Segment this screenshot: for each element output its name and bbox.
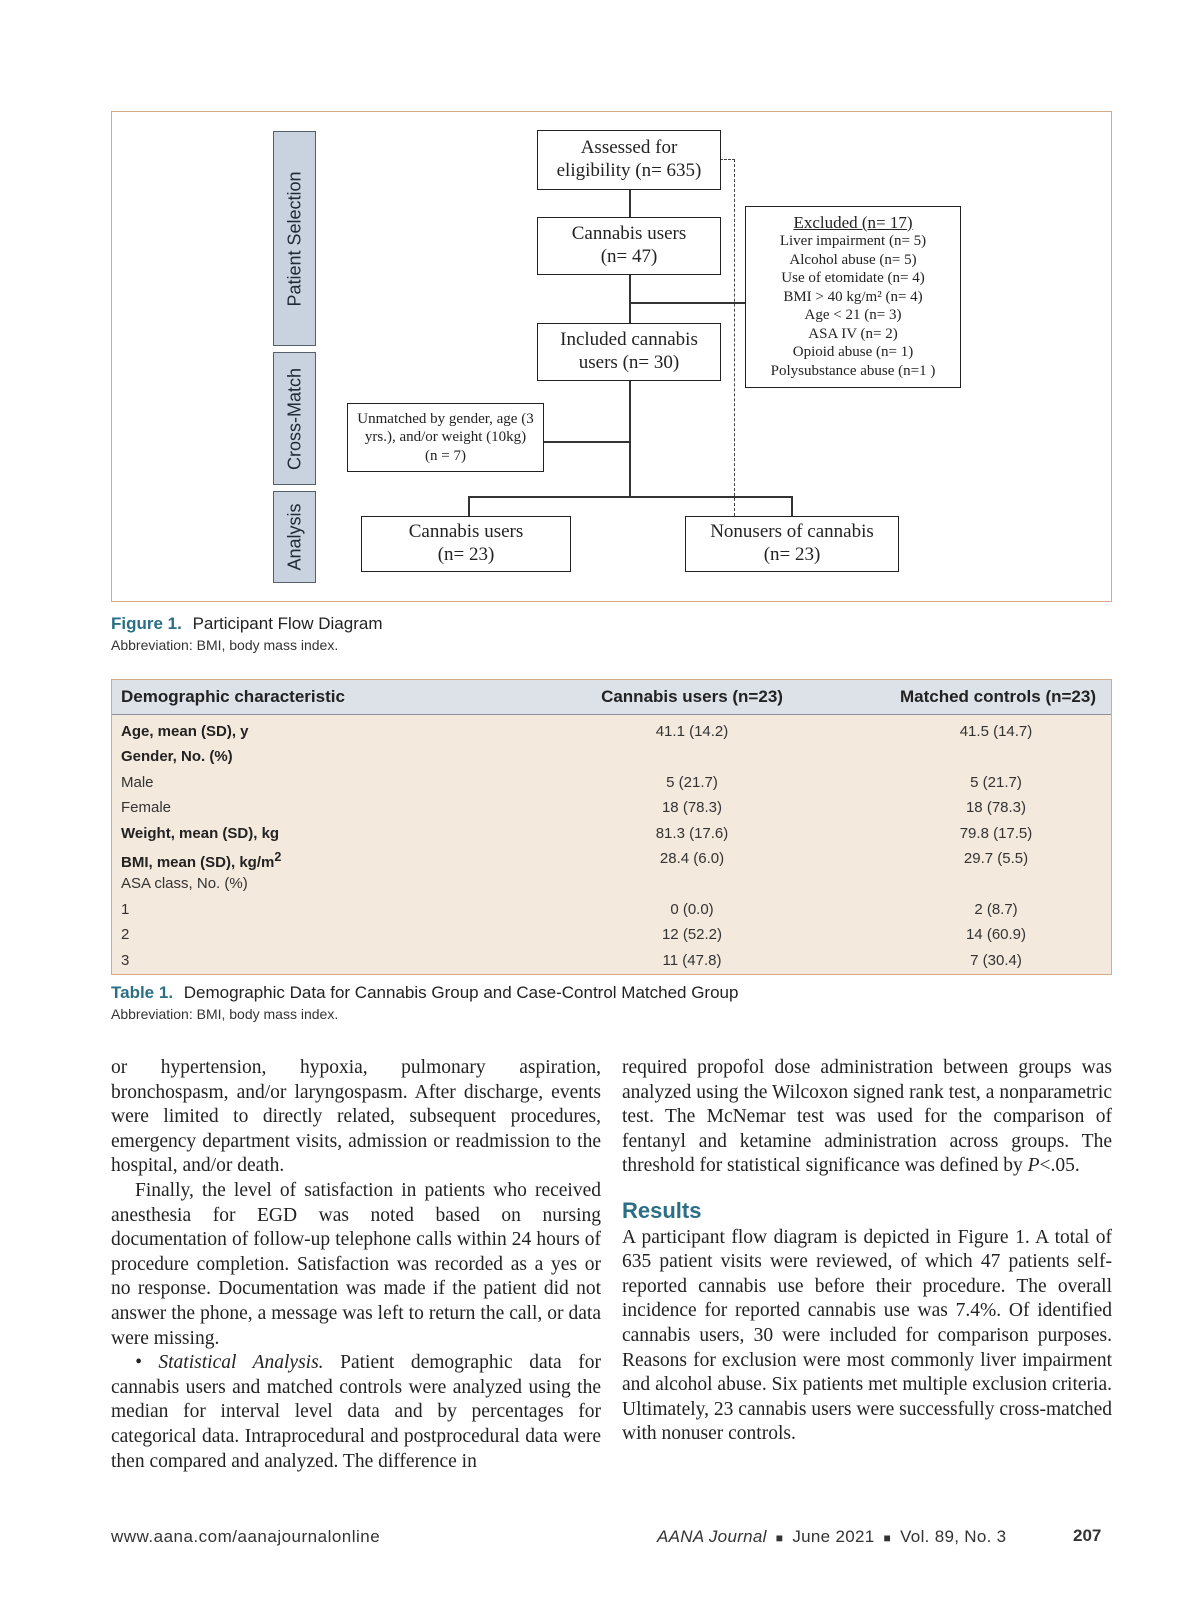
cell-text: BMI, mean (SD), kg/m	[121, 854, 275, 871]
table-cell-control: 14 (60.9)	[965, 926, 1027, 944]
box-line: (n= 23)	[763, 544, 821, 565]
table-header-cell: Demographic characteristic	[121, 687, 345, 706]
box-cannabis-users	[537, 217, 721, 275]
figure-frame	[111, 111, 1112, 602]
table-row	[112, 923, 1111, 948]
table-cell-cannabis: 12 (52.2)	[661, 926, 723, 944]
table-caption-text: Demographic Data for Cannabis Group and Case-Control Matched Group	[183, 983, 739, 1002]
paragraph-text: Patient demographic data for cannabis users and matched controls were analyzed using the median for interval level data and by percentages for categorical data. Intraprocedural and postprocedural data were then compared and analyzed. The difference in	[111, 1352, 601, 1472]
table-caption	[111, 983, 738, 1003]
connector	[629, 275, 631, 323]
table-cell-label	[121, 850, 281, 871]
table-row	[112, 822, 1111, 847]
paragraph: Finally, the level of satisfaction in patients who received anesthesia for EGD was noted based on nursing documentation of follow-up telephone calls within 24 hours of procedure completion. Satisfaction was recorded as a yes or no response. Documentation was made if the patient did not answer the phone, a message was left to return the call, or data were missing.	[111, 1179, 601, 1349]
table-cell-label	[121, 774, 154, 791]
table-header-cell: Matched controls (n=23)	[899, 687, 1096, 706]
connector	[468, 496, 792, 498]
table-cell-label	[121, 875, 248, 892]
table-abbreviation: Abbreviation: BMI, body mass index.	[111, 1006, 339, 1022]
cell-superscript: 2	[274, 850, 282, 864]
p-symbol: P	[1027, 1155, 1040, 1177]
box-line: (n = 7)	[425, 447, 466, 464]
figure-caption-text: Participant Flow Diagram	[192, 614, 383, 633]
figure-abbreviation: Abbreviation: BMI, body mass index.	[111, 637, 339, 653]
box-line: Unmatched by gender, age (3	[357, 410, 534, 427]
table-cell-label	[121, 825, 279, 842]
table-row	[112, 872, 1111, 897]
table-cell-control: 5 (21.7)	[970, 773, 1022, 791]
figure-caption-label: Figure 1.	[111, 614, 182, 633]
box-line: ASA IV (n= 2)	[808, 325, 898, 342]
footer-separator: ■	[883, 1531, 892, 1545]
table-cell-cannabis: 5 (21.7)	[666, 773, 718, 791]
box-line: BMI > 40 kg/m² (n= 4)	[783, 288, 923, 305]
table-cell-cannabis: 28.4 (6.0)	[659, 850, 725, 867]
table-cell-control: 41.5 (14.7)	[959, 723, 1033, 740]
footer-url: www.aana.com/aanajournalonline	[111, 1527, 381, 1546]
phase-patient-selection	[273, 131, 316, 346]
paragraph: A participant flow diagram is depicted in Figure 1. A total of 635 patient visits were reviewed, of which 47 patients self-reported cannabis use before their procedure. The overall incidence for reported cannabis use was 7.4%. Of identified cannabis users, 30 were included for comparison purposes. Reasons for exclusion were most commonly liver impairment and alcohol abuse. Six patients met multiple exclusion criteria. Ultimately, 23 cannabis users were successfully cross-matched with nonuser controls.	[622, 1226, 1112, 1445]
table-cell-label	[121, 723, 249, 740]
table-cell-label	[121, 748, 233, 765]
right-column	[622, 1056, 1112, 1447]
paragraph-text: <.05.	[1039, 1155, 1080, 1177]
box-line: Assessed for	[580, 137, 678, 159]
cell-text: ASA class, No. (%)	[121, 875, 248, 893]
box-included	[537, 323, 721, 381]
subheading-inline: • Statistical Analysis.	[135, 1352, 324, 1374]
table-cell-cannabis: 11 (47.8)	[662, 951, 722, 969]
table-cell-cannabis: 0 (0.0)	[670, 900, 714, 918]
table-row	[112, 720, 1111, 745]
footer-date: June 2021	[792, 1527, 875, 1546]
demographics-table	[111, 679, 1112, 975]
connector	[629, 381, 631, 496]
paragraph: or hypertension, hypoxia, pulmonary aspiration, bronchospasm, and/or laryngospasm. After discharge, events were limited to directly related, subsequent procedures, emergency department visits, admission or readmission to the hospital, and/or death.	[111, 1057, 601, 1177]
box-final-cannabis-users	[361, 516, 571, 572]
cell-text: 3	[121, 951, 130, 969]
table-cell-control: 2 (8.7)	[974, 900, 1018, 918]
footer-journal: AANA Journal	[657, 1527, 767, 1546]
box-line: Opioid abuse (n= 1)	[792, 344, 914, 361]
box-line: Cannabis users	[571, 223, 687, 245]
dashed-connector	[720, 159, 735, 160]
phase-cross-match	[273, 352, 316, 485]
box-line: yrs.), and/or weight (10kg)	[364, 429, 527, 446]
table-header	[112, 680, 1111, 715]
left-column	[111, 1056, 601, 1474]
section-heading-results: Results	[622, 1197, 702, 1223]
phase-analysis	[273, 491, 316, 583]
box-line: Age < 21 (n= 3)	[804, 307, 902, 324]
box-line: Included cannabis	[560, 329, 698, 351]
box-line: Polysubstance abuse (n=1 )	[770, 362, 936, 379]
cell-text: Male	[121, 773, 154, 791]
paragraph-text: required propofol dose administration between groups was analyzed using the Wilcoxon signed rank test, a nonparametric test. The McNemar test was used for the comparison of fentanyl and ketamine administration across groups. The threshold for statistical significance was defined by	[622, 1057, 1112, 1177]
footer-separator: ■	[775, 1531, 784, 1545]
box-line: Cannabis users	[408, 521, 524, 543]
box-line: Use of etomidate (n= 4)	[781, 270, 925, 287]
box-excluded	[745, 206, 961, 388]
table-cell-label	[121, 901, 129, 918]
table-cell-control: 18 (78.3)	[965, 799, 1027, 817]
cell-text: Age, mean (SD), y	[121, 723, 249, 740]
cell-text: Weight, mean (SD), kg	[121, 824, 280, 842]
table-cell-label	[121, 952, 129, 969]
table-cell-label	[121, 926, 129, 943]
table-row	[112, 796, 1111, 821]
cell-text: 2	[121, 926, 130, 944]
box-line: users (n= 30)	[578, 352, 680, 373]
cell-text: Gender, No. (%)	[121, 748, 233, 766]
connector	[629, 302, 746, 304]
box-line: eligibility (n= 635)	[556, 160, 702, 181]
footer-citation	[657, 1527, 1006, 1547]
connector	[468, 496, 470, 516]
figure-caption	[111, 614, 383, 634]
paragraph	[622, 1056, 1112, 1179]
box-final-nonusers	[685, 516, 899, 572]
box-line: Alcohol abuse (n= 5)	[789, 251, 917, 268]
box-line: (n= 23)	[437, 544, 495, 565]
box-line: (n= 47)	[600, 246, 658, 267]
table-row	[112, 898, 1111, 923]
table-row	[112, 771, 1111, 796]
footer-volume: Vol. 89, No. 3	[900, 1527, 1007, 1546]
phase-label: Cross-Match	[284, 367, 304, 470]
table-cell-control: 7 (30.4)	[970, 951, 1022, 969]
table-cell-cannabis: 81.3 (17.6)	[655, 824, 729, 842]
table-row	[112, 847, 1111, 872]
connector	[629, 189, 631, 218]
box-title: Excluded (n= 17)	[793, 212, 913, 232]
box-unmatched	[347, 403, 544, 472]
box-line: Nonusers of cannabis	[710, 521, 874, 543]
table-cell-control: 79.8 (17.5)	[959, 824, 1033, 842]
phase-label: Analysis	[284, 503, 304, 571]
dashed-connector	[734, 159, 735, 516]
table-cell-cannabis: 41.1 (14.2)	[655, 723, 729, 740]
table-cell-label	[121, 799, 171, 816]
page-number: 207	[1073, 1526, 1102, 1545]
table-cell-control: 29.7 (5.5)	[963, 850, 1029, 867]
table-row	[112, 949, 1111, 974]
table-row	[112, 745, 1111, 770]
cell-text: 1	[121, 900, 130, 918]
table-cell-cannabis: 18 (78.3)	[661, 799, 723, 817]
paragraph	[111, 1351, 601, 1474]
connector	[543, 441, 630, 443]
phase-label: Patient Selection	[284, 170, 304, 307]
table-header-cell: Cannabis users (n=23)	[601, 687, 783, 706]
box-line: Liver impairment (n= 5)	[779, 233, 927, 250]
box-assessed	[537, 130, 721, 190]
connector	[791, 496, 793, 516]
cell-text: Female	[121, 799, 172, 817]
table-caption-label: Table 1.	[111, 983, 174, 1002]
